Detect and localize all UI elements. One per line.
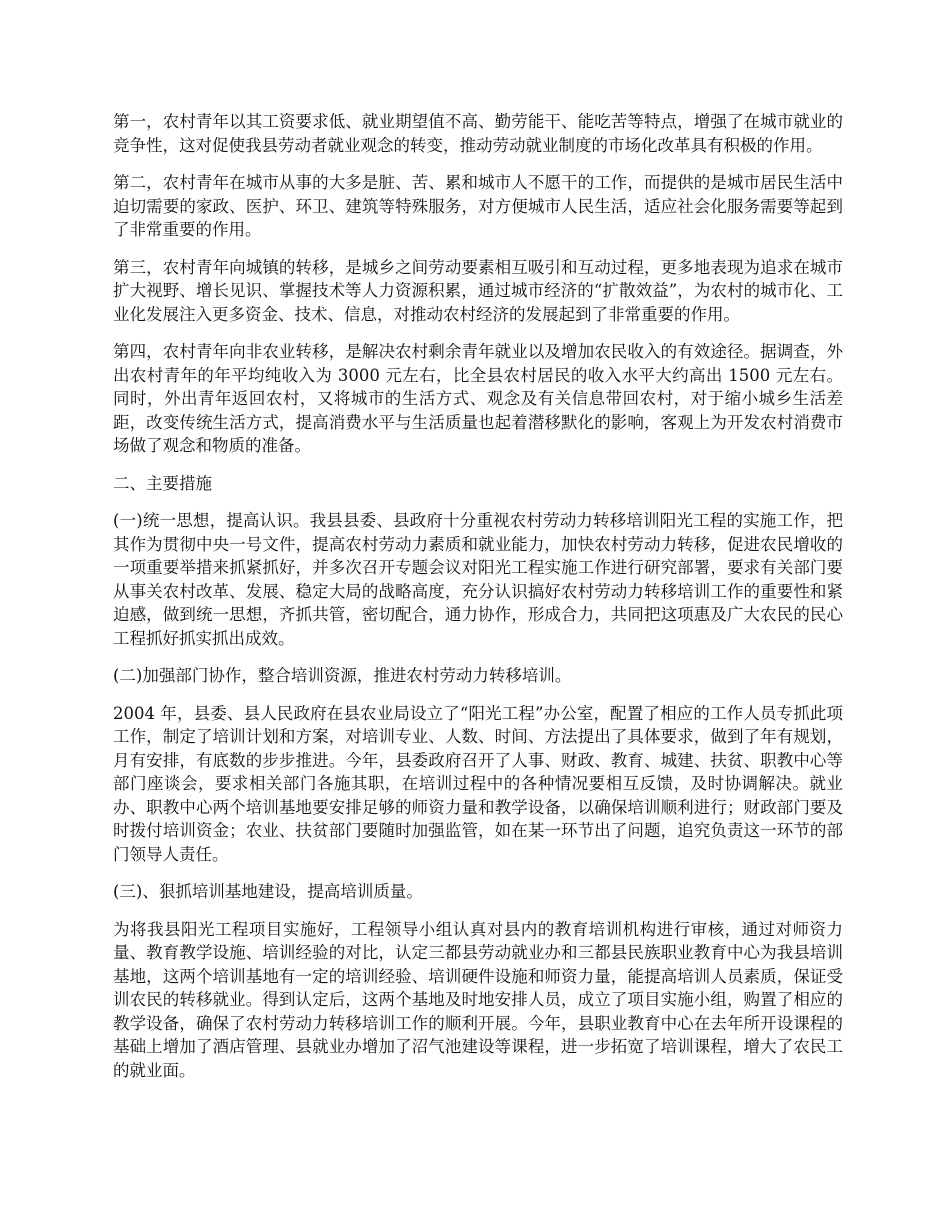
document-body (113, 110, 843, 1096)
subheading-measure-three: (三)、狠抓培训基地建设，提高培训质量。 (113, 882, 423, 901)
section-heading-main-measures: 二、主要措施 (113, 473, 212, 493)
paragraph-measure-two: 2004 年，县委、县人民政府在县农业局设立了“阳光工程”办公室，配置了相应的工作人员专抓此项工作，制定了培训计划和方案，对培训专业、人数、时间、方法提出了具体要求，做到了年有规划，月有安排，有底数的步步推进。今年，县委政府召开了人事、财政、教育、城建、扶贫、职教中心等部门座谈会，要求相关部门各施其职，在培训过程中的各种情况要相互反馈，及时协调解决。就业办、职教中心两个培训基地要安排足够的师资力量和教学设备，以确保培训顺利进行；财政部门要及时拨付培训资金；农业、扶贫部门要随时加强监管，如在某一环节出了问题，追究负责这一环节的部门领导人责任。 (113, 703, 843, 864)
paragraph-third-point: 第三，农村青年向城镇的转移，是城乡之间劳动要素相互吸引和互动过程，更多地表现为追求在城市扩大视野、增长见识、掌握技术等人力资源积累，通过城市经济的“扩散效益”，为农村的城市化、工业化发展注入更多资金、技术、信息，对推动农村经济的发展起到了非常重要的作用。 (113, 257, 843, 324)
paragraph-first-point: 第一，农村青年以其工资要求低、就业期望值不高、勤劳能干、能吃苦等特点，增强了在城市就业的竞争性，这对促使我县劳动者就业观念的转变，推动劳动就业制度的市场化改革具有积极的作用。 (113, 112, 843, 155)
paragraph-fourth-point: 第四，农村青年向非农业转移，是解决农村剩余青年就业以及增加农民收入的有效途径。据调查，外出农村青年的年平均纯收入为 3000 元左右，比全县农村居民的收入水平大约高出 1500 元左右。同时，外出青年返回农村，又将城市的生活方式、观念及有关信息带回农村，对于缩小城乡生活差距，改变传统生活方式，提高消费水平与生活质量也起着潜移默化的影响，客观上为开发农村消费市场做了观念和物质的准备。 (113, 342, 843, 455)
paragraph-measure-one: (一)统一思想，提高认识。我县县委、县政府十分重视农村劳动力转移培训阳光工程的实施工作，把其作为贯彻中央一号文件，提高农村劳动力素质和就业能力，加快农村劳动力转移，促进农民增收的一项重要举措来抓紧抓好，并多次召开专题会议对阳光工程实施工作进行研究部署，要求有关部门要从事关农村改革、发展、稳定大局的战略高度，充分认识搞好农村劳动力转移培训工作的重要性和紧迫感，做到统一思想，齐抓共管，密切配合，通力协作，形成合力，共同把这项惠及广大农民的民心工程抓好抓实抓出成效。 (113, 511, 843, 648)
paragraph-second-point: 第二，农村青年在城市从事的大多是脏、苦、累和城市人不愿干的工作，而提供的是城市居民生活中迫切需要的家政、医护、环卫、建筑等特殊服务，对方便城市人民生活，适应社会化服务需要等起到了非常重要的作用。 (113, 173, 843, 239)
subheading-measure-two: (二)加强部门协作，整合培训资源，推进农村劳动力转移培训。 (113, 666, 572, 685)
paragraph-measure-three: 为将我县阳光工程项目实施好，工程领导小组认真对县内的教育培训机构进行审核，通过对师资力量、教育教学设施、培训经验的对比，认定三都县劳动就业办和三都县民族职业教育中心为我县培训基地，这两个培训基地有一定的培训经验、培训硬件设施和师资力量，能提高培训人员素质，保证受训农民的转移就业。得到认定后，这两个基地及时地安排人员，成立了项目实施小组，购置了相应的教学设备，确保了农村劳动力转移培训工作的顺利开展。今年，县职业教育中心在去年所开设课程的基础上增加了酒店管理、县就业办增加了沼气池建设等课程，进一步拓宽了培训课程，增大了农民工的就业面。 (113, 919, 843, 1080)
